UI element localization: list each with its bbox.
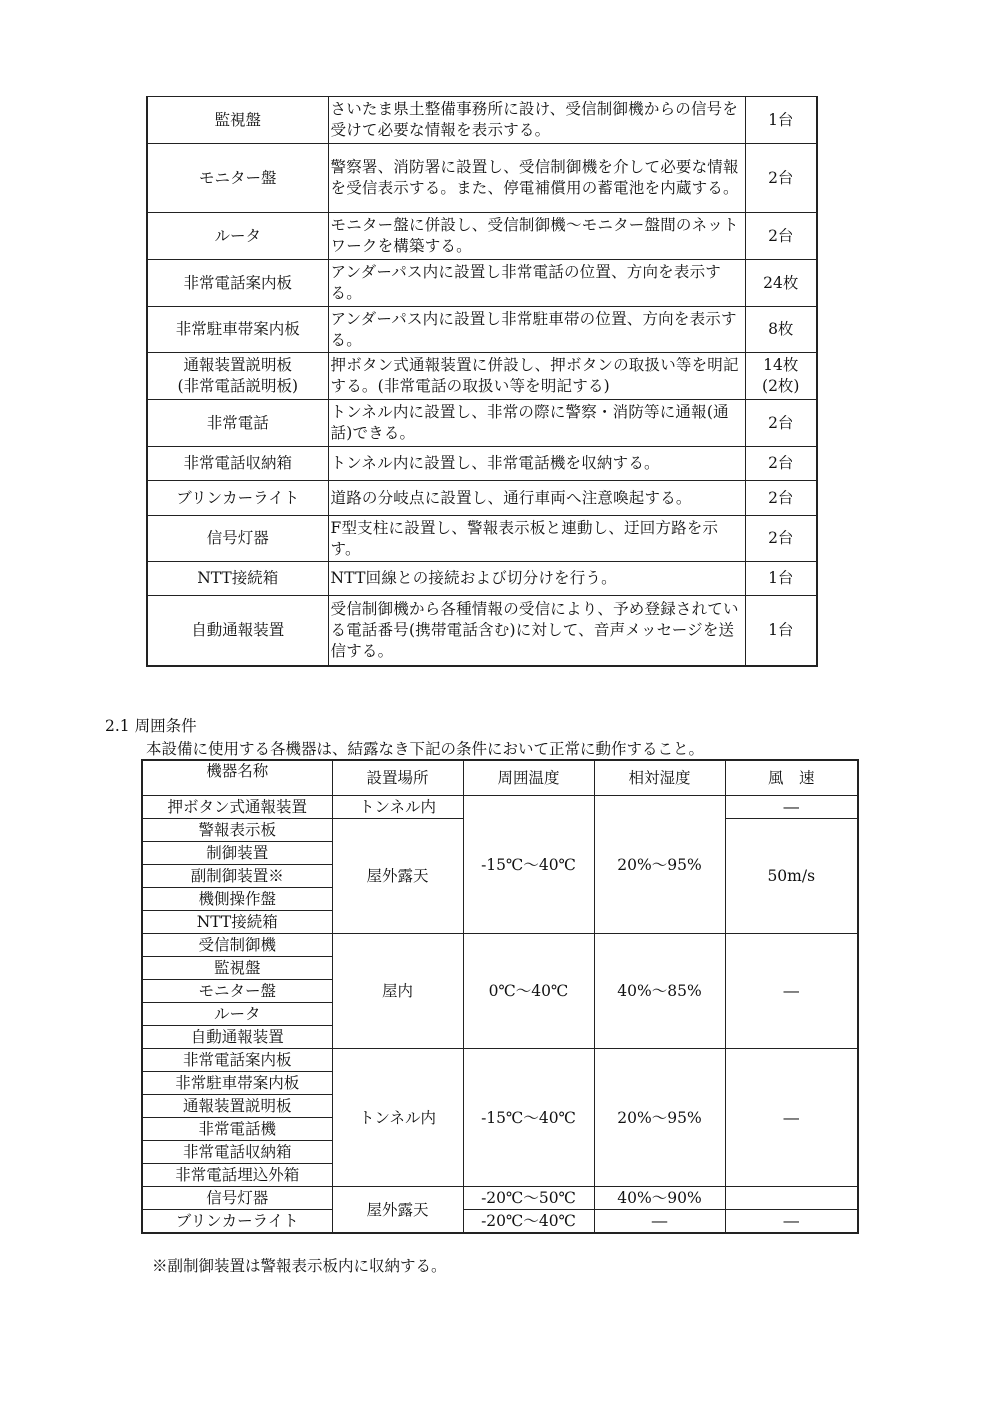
wind-speed: ― [725,1210,858,1234]
header-temp: 周囲温度 [463,760,594,796]
table-row [142,796,858,819]
equipment-row [147,307,817,353]
equipment-name-sub: (非常電話説明板) [177,377,299,395]
device-name: 警報表示板 [142,819,332,842]
equipment-row [147,260,817,307]
wind-speed [725,1187,858,1210]
equipment-name: ルータ [147,213,328,260]
install-place: トンネル内 [332,1049,463,1187]
equipment-name: NTT接続箱 [147,562,328,596]
equipment-description: トンネル内に設置し、非常の際に警察・消防等に通報(通話)できる。 [328,400,745,447]
equipment-name: モニター盤 [147,144,328,213]
table-row [142,1210,858,1234]
equipment-description: 道路の分岐点に設置し、通行車両へ注意喚起する。 [328,481,745,516]
table-row [142,1187,858,1210]
equipment-quantity: 2台 [745,447,817,481]
equipment-row [147,144,817,213]
device-name: 監視盤 [142,957,332,980]
equipment-quantity: 2台 [745,400,817,447]
equipment-description: 押ボタン式通報装置に併設し、押ボタンの取扱い等を明記する。(非常電話の取扱い等を明記する) [328,353,745,400]
equipment-quantity: 1台 [745,596,817,666]
header-humidity: 相対湿度 [594,760,725,796]
ambient-temp: -20℃～40℃ [463,1210,594,1234]
equipment-description: アンダーパス内に設置し非常駐車帯の位置、方向を表示する。 [328,307,745,353]
equipment-quantity-sub: (2枚) [762,377,800,395]
equipment-name-cell [147,353,328,400]
install-place: 屋外露天 [332,819,463,934]
equipment-row [147,353,817,400]
table-row [142,1049,858,1072]
equipment-quantity: 8枚 [745,307,817,353]
equipment-row [147,213,817,260]
equipment-row [147,596,817,666]
equipment-table [146,96,818,667]
section-intro: 本設備に使用する各機器は、結露なき下記の条件において正常に動作すること。 [146,740,705,758]
equipment-description: さいたま県土整備事務所に設け、受信制御機からの信号を受けて必要な情報を表示する。 [328,97,745,144]
relative-humidity: 40%～90% [594,1187,725,1210]
equipment-row [147,447,817,481]
device-name: ブリンカーライト [142,1210,332,1234]
device-name: ルータ [142,1003,332,1026]
device-name: 通報装置説明板 [142,1095,332,1118]
equipment-quantity: 1台 [745,562,817,596]
device-name: 副制御装置※ [142,865,332,888]
equipment-description: 受信制御機から各種情報の受信により、予め登録されている電話番号(携帯電話含む)に対して、音声メッセージを送信する。 [328,596,745,666]
equipment-description: モニター盤に併設し、受信制御機～モニター盤間のネットワークを構築する。 [328,213,745,260]
install-place: トンネル内 [332,796,463,819]
equipment-name: 非常電話 [147,400,328,447]
footnote: ※副制御装置は警報表示板内に収納する。 [152,1257,447,1275]
device-name: 押ボタン式通報装置 [142,796,332,819]
wind-speed: ― [725,934,858,1049]
equipment-name: 監視盤 [147,97,328,144]
equipment-name: 非常駐車帯案内板 [147,307,328,353]
device-name: 非常電話埋込外箱 [142,1164,332,1187]
equipment-name: 自動通報装置 [147,596,328,666]
device-name: 非常電話収納箱 [142,1141,332,1164]
equipment-name: 非常電話案内板 [147,260,328,307]
equipment-quantity: 2台 [745,481,817,516]
ambient-temp: -15℃～40℃ [463,1049,594,1187]
wind-speed: ― [725,796,858,819]
install-place: 屋外露天 [332,1187,463,1234]
equipment-quantity: 2台 [745,516,817,562]
equipment-quantity: 1台 [745,97,817,144]
wind-speed: 50m/s [725,819,858,934]
header-name: 機器名称 [142,760,332,796]
relative-humidity: ― [594,1210,725,1234]
equipment-description: トンネル内に設置し、非常電話機を収納する。 [328,447,745,481]
device-name: 非常駐車帯案内板 [142,1072,332,1095]
equipment-row [147,481,817,516]
equipment-row [147,516,817,562]
device-name: NTT接続箱 [142,911,332,934]
device-name: 非常電話案内板 [142,1049,332,1072]
equipment-name: 信号灯器 [147,516,328,562]
equipment-quantity: 14枚 [763,356,799,374]
header-wind: 風 速 [725,760,858,796]
relative-humidity: 40%～85% [594,934,725,1049]
wind-speed: ― [725,1049,858,1187]
header-place: 設置場所 [332,760,463,796]
table-header-row [142,760,858,796]
equipment-description: NTT回線との接続および切分けを行う。 [328,562,745,596]
equipment-name: 非常電話収納箱 [147,447,328,481]
device-name: 自動通報装置 [142,1026,332,1049]
ambient-temp: -20℃～50℃ [463,1187,594,1210]
equipment-quantity: 2台 [745,213,817,260]
equipment-row [147,97,817,144]
device-name: 信号灯器 [142,1187,332,1210]
ambient-temp: 0℃～40℃ [463,934,594,1049]
equipment-quantity: 24枚 [745,260,817,307]
equipment-description: 警察署、消防署に設置し、受信制御機を介して必要な情報を受信表示する。また、停電補償用の蓄電池を内蔵する。 [328,144,745,213]
equipment-row [147,400,817,447]
device-name: 機側操作盤 [142,888,332,911]
equipment-row [147,562,817,596]
equipment-name: 通報装置説明板 [183,356,292,374]
equipment-quantity: 2台 [745,144,817,213]
device-name: 制御装置 [142,842,332,865]
relative-humidity: 20%～95% [594,796,725,934]
section-heading: 2.1 周囲条件 [105,717,197,735]
device-name: 非常電話機 [142,1118,332,1141]
table-row [142,934,858,957]
equipment-name: ブリンカーライト [147,481,328,516]
device-name: モニター盤 [142,980,332,1003]
environment-table [141,759,859,1234]
equipment-description: F型支柱に設置し、警報表示板と連動し、迂回方路を示す。 [328,516,745,562]
equipment-description: アンダーパス内に設置し非常電話の位置、方向を表示する。 [328,260,745,307]
equipment-quantity-cell [745,353,817,400]
relative-humidity: 20%～95% [594,1049,725,1187]
device-name: 受信制御機 [142,934,332,957]
ambient-temp: -15℃～40℃ [463,796,594,934]
install-place: 屋内 [332,934,463,1049]
